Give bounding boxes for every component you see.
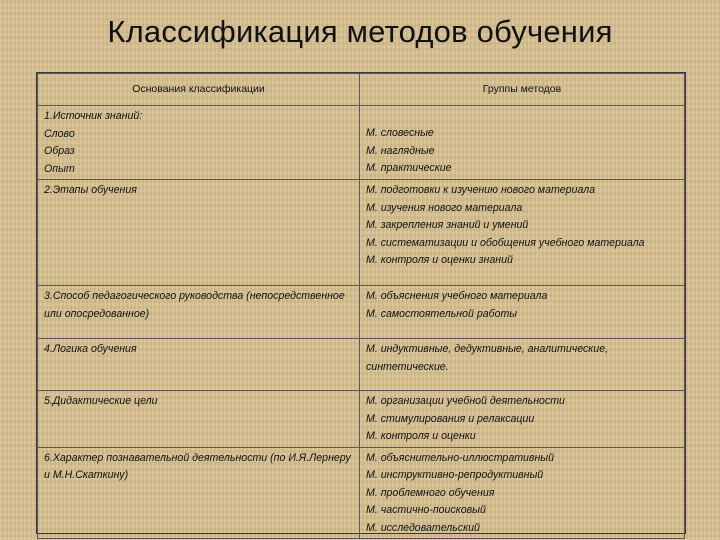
basis-cell [38,180,360,286]
basis-line: 6.Характер познавательной деятельности (по И.Я.Лернеру и М.Н.Скаткину) [44,451,351,481]
classification-table [36,72,686,534]
group-line: М. изучения нового материала [366,201,523,214]
group-line: М. систематизации и обобщения учебного материала [366,236,645,249]
group-line: М. частично-поисковый [366,504,486,516]
group-line: М. инструктивно-репродуктивный [366,469,544,481]
group-line: М. индуктивные, дедуктивные, аналитические, синтетические. [366,343,609,373]
groups-cell [360,339,685,391]
basis-line: 5.Дидактические цели [44,395,158,407]
table-row [38,180,685,286]
table-row [38,286,685,339]
basis-line: 3.Способ педагогического руководства (непосредственное или опосредованное) [44,290,345,320]
group-line: М. наглядные [366,144,435,157]
basis-line: Опыт [44,162,75,175]
group-line: М. контроля и оценки знаний [366,254,513,266]
group-line: М. подготовки к изучению нового материала [366,184,596,196]
basis-cell [38,447,360,539]
groups-cell [360,180,685,286]
basis-cell [38,391,360,448]
group-line: М. самостоятельной работы [366,307,518,320]
group-line: М. проблемного обучения [366,486,495,499]
groups-cell [360,286,685,339]
table-row [38,339,685,391]
basis-cell [38,106,360,180]
basis-line: 4.Логика обучения [44,343,137,355]
group-line: М. организации учебной деятельности [366,395,565,407]
group-line: М. словесные [366,127,434,139]
basis-line: Слово [44,127,75,140]
table-row [38,106,685,180]
header-basis: Основания классификации [38,74,360,106]
page-title: Классификация методов обучения [107,14,613,49]
group-line: М. объяснения учебного материала [366,290,548,302]
basis-line: 1.Источник знаний: [44,110,143,122]
group-line: М. закрепления знаний и умений [366,219,529,231]
basis-cell [38,286,360,339]
basis-cell [38,339,360,391]
table-row [38,447,685,539]
group-line: М. стимулирования и релаксации [366,412,535,425]
header-groups: Группы методов [360,74,685,106]
group-line: М. исследовательский [366,521,480,534]
basis-line: 2.Этапы обучения [44,184,137,196]
groups-cell [360,447,685,539]
table-row [38,391,685,448]
basis-line: Образ [44,145,75,157]
group-line: М. объяснительно-иллюстративный [366,451,554,464]
groups-cell [360,391,685,448]
group-line: М. контроля и оценки [366,430,476,442]
table-header-row [38,74,685,106]
groups-cell [360,106,685,180]
group-line: М. практические [366,162,452,174]
